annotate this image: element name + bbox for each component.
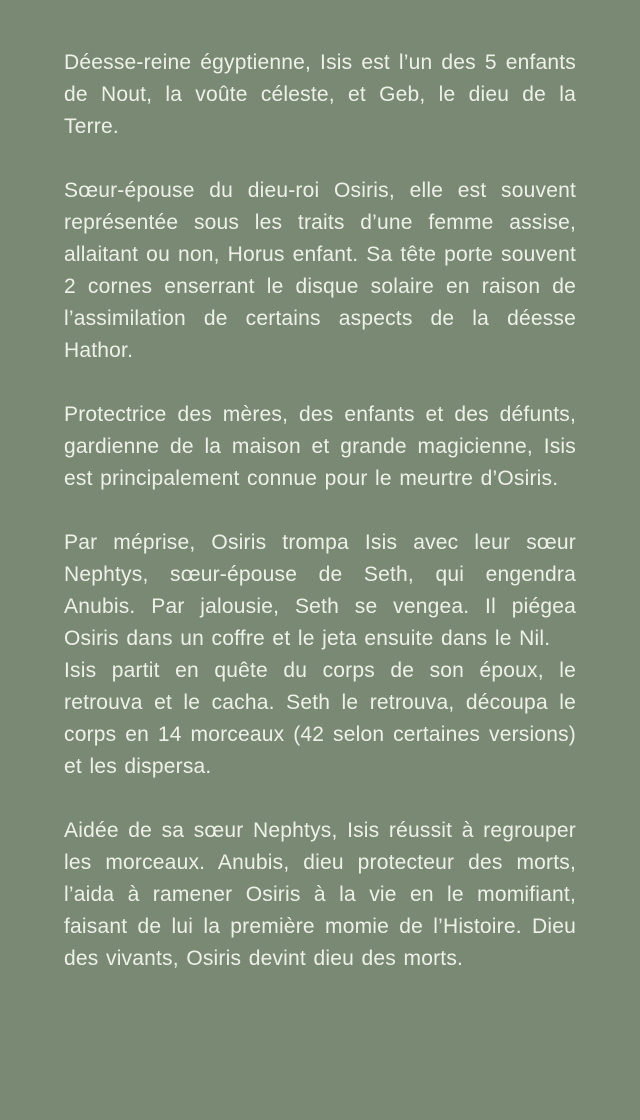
article-text (64, 47, 576, 975)
paragraph: Protectrice des mères, des enfants et des défunts, gardienne de la maison et grande magicienne, Isis est principalement connue pour le meurtre d’Osiris. (64, 403, 576, 490)
paragraph: Sœur-épouse du dieu-roi Osiris, elle est souvent représentée sous les traits d’une femme assise, allaitant ou non, Horus enfant. Sa tête porte souvent 2 cornes enserrant le disque solaire en raison de l’assimilation de certains aspects de la déesse Hathor. (64, 179, 576, 362)
paragraph: Déesse-reine égyptienne, Isis est l’un des 5 enfants de Nout, la voûte céleste, et Geb, le dieu de la Terre. (64, 51, 576, 138)
paragraph: Isis partit en quête du corps de son époux, le retrouva et le cacha. Seth le retrouva, découpa le corps en 14 morceaux (42 selon certaines versions) et les dispersa. (64, 659, 576, 778)
paragraph: Par méprise, Osiris trompa Isis avec leur sœur Nephtys, sœur-épouse de Seth, qui engendra Anubis. Par jalousie, Seth se vengea. Il piégea Osiris dans un coffre et le jeta ensuite dans le Nil. (64, 531, 576, 650)
paragraph: Aidée de sa sœur Nephtys, Isis réussit à regrouper les morceaux. Anubis, dieu protecteur des morts, l’aida à ramener Osiris à la vie en le momifiant, faisant de lui la première momie de l’Histoire. Dieu des vivants, Osiris devint dieu des morts. (64, 819, 576, 970)
